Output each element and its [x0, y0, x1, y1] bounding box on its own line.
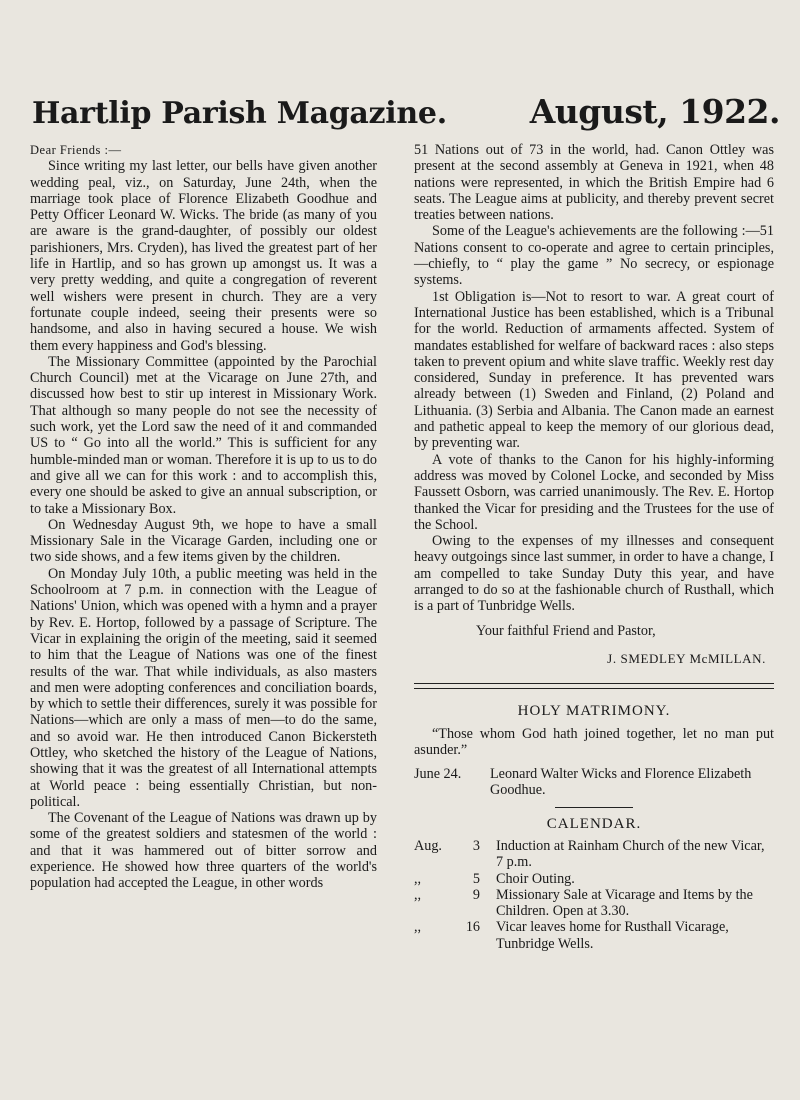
calendar-day: 9: [472, 886, 480, 903]
calendar-day: 3: [472, 837, 480, 854]
magazine-title: Hartlip Parish Magazine.: [32, 96, 447, 131]
letter-paragraph: Some of the League's achievements are the following :—51 Nations consent to co-operate and agree to certain principles,—chiefly, to “ play the game ” No secrecy, or espionage systems.: [414, 223, 774, 289]
matrimony-quote: “Those whom God hath joined together, let no man put asunder.”: [414, 725, 774, 758]
letter-paragraph: On Monday July 10th, a public meeting was held in the Schoolroom at 7 p.m. in connection with the League of Nations' Union, which was opened with a hymn and a prayer by Rev. E. Hortop, followed by a passage of Scripture. The Vicar in explaining the origin of the meeting, said it seemed to him that the League of Nations was one of the finest results of the war. That while individuals, as also masters and men were adopting conferences and conciliation boards, by which to settle their differences, surely it was possible for Nations—which are only a mass of men—to do the same, and so avoid war. He then introduced Canon Bickersteth Ottley, who sketched the history of the League of Nations, showing that it was the greatest of all International attempts at World peace : being essentially Christian, but non-political.: [30, 565, 377, 810]
calendar-event: Vicar leaves home for Rusthall Vicarage, Tunbridge Wells.: [496, 919, 729, 952]
masthead: [32, 92, 780, 138]
matrimony-names: Leonard Walter Wicks and Florence Elizabeth Goodhue.: [490, 766, 752, 799]
matrimony-heading: HOLY MATRIMONY.: [517, 703, 671, 720]
calendar-event: Induction at Rainham Church of the new Vicar, 7 p.m.: [496, 837, 765, 871]
calendar-entry: [414, 919, 774, 952]
letter-paragraph: Owing to the expenses of my illnesses and consequent heavy outgoings since last summer, in order to have a change, I am compelled to take Sunday Duty this year, and have arranged to do so at the fashionable church of Rusthall, which is a part of Tunbridge Wells.: [414, 533, 774, 615]
calendar-heading: CALENDAR.: [546, 815, 642, 832]
section-divider: [414, 683, 774, 689]
calendar-entry: [414, 871, 774, 887]
calendar-event: Missionary Sale at Vicarage and Items by the Children. Open at 3.30.: [496, 886, 753, 920]
calendar-event: Choir Outing.: [496, 870, 575, 887]
calendar-entry: [414, 887, 774, 920]
calendar-month: ,,: [414, 886, 422, 903]
letter-signature: [414, 651, 774, 667]
letter-paragraph: 51 Nations out of 73 in the world, had. Canon Ottley was present at the second assembly at Geneva in 1921, when 48 nations were represented, in which the British Empire had 6 seats. The League aims at publicity, and thereby prevent secret treaties between nations.: [414, 142, 774, 224]
matrimony-date: June 24.: [414, 766, 462, 783]
right-column: [414, 142, 774, 952]
left-column: [30, 142, 377, 892]
letter-paragraph: On Wednesday August 9th, we hope to have a small Missionary Sale in the Vicarage Garden, including one or two side shows, and a few items given by the children.: [30, 516, 377, 566]
signature-name: J. SMEDLEY McMILLAN.: [607, 650, 766, 666]
letter-salutation: Dear Friends :—: [30, 143, 122, 157]
letter-paragraph: Since writing my last letter, our bells have given another wedding peal, viz., on Saturday, June 24th, when the marriage took place of Florence Elizabeth Goodhue and Petty Officer Leonard W. Wicks. The bride (as many of you are aware is the grand-daughter, of possibly our oldest parishioners, Mrs. Cryden), has lived the greatest part of her life in Hartlip, and so has grown up amongst us. It was a very pretty wedding, and quite a congregation of reverent well wishers were present in church. They are a very fortunate couple indeed, seeing their presents were so handsome, and also in having secured a house. We wish them every happiness and God's blessing.: [30, 158, 377, 354]
letter-closing: Your faithful Friend and Pastor,: [476, 622, 656, 639]
calendar-day: 16: [465, 919, 480, 936]
calendar-month: Aug.: [414, 837, 442, 854]
calendar-month: ,,: [414, 870, 422, 887]
letter-paragraph: A vote of thanks to the Canon for his highly-informing address was moved by Colonel Locke, and seconded by Miss Faussett Osborn, was carried unanimously. The Rev. E. Hortop thanked the Vicar for presiding and the Trustees for the use of the School.: [414, 451, 774, 533]
calendar-month: ,,: [414, 919, 422, 936]
calendar-entry: [414, 838, 774, 871]
matrimony-entry: [414, 766, 774, 799]
calendar-day: 5: [472, 870, 480, 887]
letter-paragraph: 1st Obligation is—Not to resort to war. A great court of International Justice has been established, which is a Tribunal for the world. Reduction of armaments affected. System of mandates established for welfare of backward races : also steps taken to prevent opium and white slave traffic. Weekly rest day considered, Sunday in preference. It has prevented wars already between (1) Sweden and Finland, (2) Poland and Lithuania. (3) Serbia and Albania. The Canon made an earnest and pathetic appeal to keep the memory of our glorious dead, by preventing war.: [414, 288, 774, 452]
issue-date: August, 1922.: [529, 92, 780, 131]
letter-paragraph: The Missionary Committee (appointed by the Parochial Church Council) met at the Vicarage on June 27th, and discussed how best to stir up interest in Missionary Work. That although so many people do not see the necessity of such work, yet the Lord saw the need of it and commanded US to “ Go into all the world.” This is sufficient for any humble-minded man or woman. Therefore it is up to us to do and give all we can for this work : and to accomplish this, every one should be asked to give an annual subscription, or to take a Missionary Box.: [30, 353, 377, 517]
letter-paragraph: The Covenant of the League of Nations was drawn up by some of the greatest soldiers and statesmen of the world : and that it was hammered out of bitter sorrow and experience. He showed how three quarters of the world's population had accepted the League, in other words: [30, 810, 377, 892]
short-divider: [555, 807, 633, 808]
